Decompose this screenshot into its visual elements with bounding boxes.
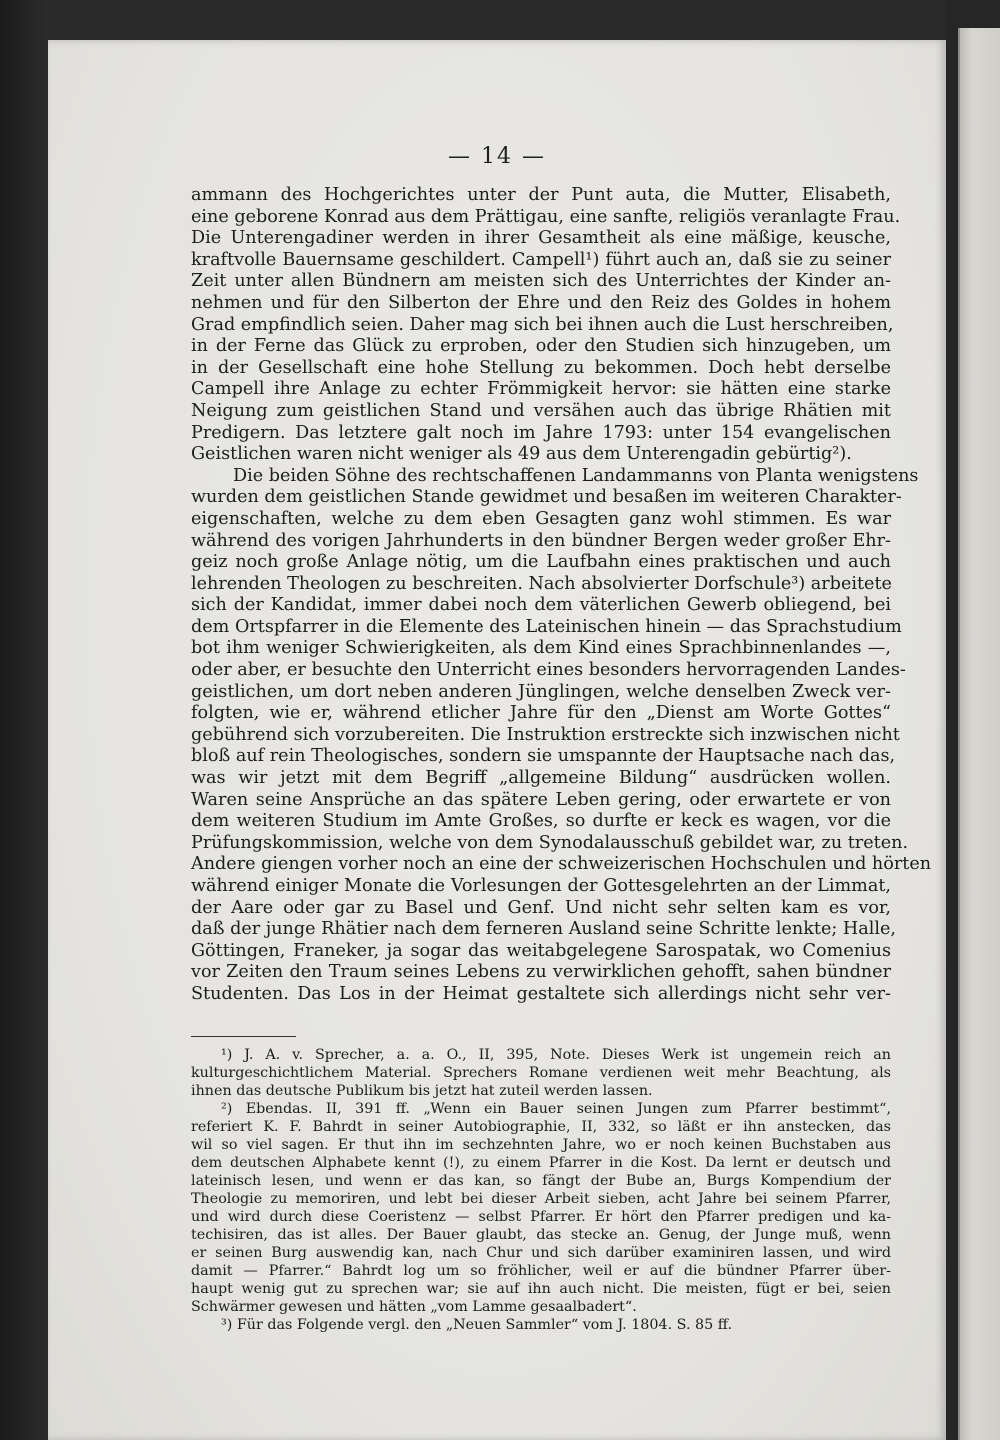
footnote-line: ²) Ebendas. II, 391 ff. „Wenn ein Bauer seinen Jungen zum Pfarrer bestimmt“, xyxy=(221,1101,891,1117)
body-line: bloß auf rein Theologisches, sondern sie umspannte der Hauptsache nach das, xyxy=(191,746,896,767)
body-line: kraftvolle Bauernsame geschildert. Campell¹) führt auch an, daß sie zu seiner xyxy=(191,249,891,270)
footnote-line: ³) Für das Folgende vergl. den „Neuen Sammler“ vom J. 1804. S. 85 ff. xyxy=(221,1317,732,1333)
footnote-line: ihnen das deutsche Publikum bis jetzt hat zuteil werden lassen. xyxy=(191,1083,653,1099)
body-line: gebührend sich vorzubereiten. Die Instruktion erstreckte sich inzwischen nicht xyxy=(191,724,900,745)
page-number: — 14 — xyxy=(448,144,546,169)
body-line: Andere giengen vorher noch an eine der schweizerischen Hochschulen und hörten xyxy=(191,854,932,875)
body-line: geistlichen, um dort neben anderen Jünglingen, welche denselben Zweck ver- xyxy=(191,681,891,702)
footnote-line: lateinisch lesen, und wenn er das kan, so fängt der Bube an, Burgs Kompendium der xyxy=(191,1173,891,1189)
footnote-line: damit — Pfarrer.“ Bahrdt log um so fröhlicher, weil er auf die bündner Pfarrer über- xyxy=(191,1263,891,1279)
body-line: Waren seine Ansprüche an das spätere Leben gering, oder erwartete er von xyxy=(191,789,891,810)
body-text xyxy=(191,185,932,1006)
body-line: Predigern. Das letztere galt noch im Jahre 1793: unter 154 evangelischen xyxy=(191,422,891,443)
body-line: sich der Kandidat, immer dabei noch dem väterlichen Gewerb obliegend, bei xyxy=(191,595,891,616)
body-line: daß der junge Rhätier nach dem ferneren Ausland seine Schritte lenkte; Halle, xyxy=(191,919,897,940)
body-line: Studenten. Das Los in der Heimat gestaltete sich allerdings nicht sehr ver- xyxy=(191,983,891,1004)
body-line: Göttingen, Franeker, ja sogar das weitabgelegene Sarospatak, wo Comenius xyxy=(191,940,891,961)
footnote-line: kulturgeschichtlichem Material. Sprechers Romane verdienen weit mehr Beachtung, als xyxy=(191,1065,891,1081)
body-line: in der Ferne das Glück zu erproben, oder den Studien sich hinzugeben, um xyxy=(191,336,891,357)
body-line: Zeit unter allen Bündnern am meisten sich des Unterrichtes der Kinder an- xyxy=(191,271,891,292)
body-line: vor Zeiten den Traum seines Lebens zu verwirklichen gehofft, sahen bündner xyxy=(191,962,891,983)
body-line: Die Unterengadiner werden in ihrer Gesamtheit als eine mäßige, keusche, xyxy=(191,228,891,249)
footnote-line: ¹) J. A. v. Sprecher, a. a. O., II, 395, Note. Dieses Werk ist ungemein reich an xyxy=(221,1047,891,1063)
footnote-line: wil so viel sagen. Er thut ihn im sechzehnten Jahre, wo er noch keinen Buchstaben aus xyxy=(191,1137,891,1153)
body-line: wurden dem geistlichen Stande gewidmet und besaßen im weiteren Charakter- xyxy=(191,487,902,508)
body-line: Neigung zum geistlichen Stand und versähen auch das übrige Rhätien mit xyxy=(191,400,891,421)
body-line: während des vorigen Jahrhunderts in den bündner Bergen weder großer Ehr- xyxy=(191,530,891,551)
book-page xyxy=(48,40,946,1440)
body-line: eigenschaften, welche zu dem eben Gesagten ganz wohl stimmen. Es war xyxy=(191,508,891,529)
body-line: dem Ortspfarrer in die Elemente des Lateinischen hinein — das Sprachstudium xyxy=(191,616,902,637)
body-line: was wir jetzt mit dem Begriff „allgemeine Bildung“ ausdrücken wollen. xyxy=(191,768,891,789)
footnote-line: referiert K. F. Bahrdt in seiner Autobiographie, II, 332, so läßt er ihn anstecken, das xyxy=(191,1119,891,1135)
body-line: Grad empfindlich seien. Daher mag sich bei ihnen auch die Lust herschreiben, xyxy=(191,314,894,335)
footnotes xyxy=(191,1046,891,1334)
body-line: Prüfungskommission, welche von dem Synodalausschuß gebildet war, zu treten. xyxy=(191,832,909,853)
body-line: eine geborene Konrad aus dem Prättigau, eine sanfte, religiös veranlagte Frau. xyxy=(191,206,901,227)
footnote-line: techisiren, das ist alles. Der Bauer glaubt, das stecke an. Genug, der Junge muß, wenn xyxy=(191,1227,891,1243)
body-line: bot ihm weniger Schwierigkeiten, als dem Kind eines Sprachbinnenlandes —, xyxy=(191,638,891,659)
footnote-line: dem deutschen Alphabete kennt (!), zu einem Pfarrer in die Kost. Da lernt er deutsch und xyxy=(191,1155,891,1171)
body-line: ammann des Hochgerichtes unter der Punt auta, die Mutter, Elisabeth, xyxy=(191,185,891,205)
scan-background-left xyxy=(0,0,48,1440)
body-line: der Aare oder gar zu Basel und Genf. Und nicht sehr selten kam es vor, xyxy=(191,897,891,918)
body-line: in der Gesellschaft eine hohe Stellung zu bekommen. Doch hebt derselbe xyxy=(191,357,891,378)
body-line: geiz noch große Anlage nötig, um die Laufbahn eines praktischen und auch xyxy=(191,552,891,573)
body-line: während einiger Monate die Vorlesungen der Gottesgelehrten an der Limmat, xyxy=(191,876,891,896)
body-line: folgten, wie er, während etlicher Jahre für den „Dienst am Worte Gottes“ xyxy=(191,703,891,724)
body-line: oder aber, er besuchte den Unterricht eines besonders hervorragenden Landes- xyxy=(191,660,906,681)
footnote-line: er seinen Burg auswendig kan, nach Chur und sich darüber examiniren lassen, und wird xyxy=(191,1245,891,1261)
footnote-line: und wird durch diese Coeristenz — selbst Pfarrer. Er hört den Pfarrer predigen und ka- xyxy=(191,1209,891,1225)
body-line: nehmen und für den Silberton der Ehre und den Reiz des Goldes in hohem xyxy=(191,292,891,313)
next-page-edge xyxy=(958,28,1000,1440)
body-line: Die beiden Söhne des rechtschaffenen Landammanns von Planta wenigstens xyxy=(233,465,919,486)
footnote-line: Schwärmer gewesen und hätten „vom Lamme gesaalbadert“. xyxy=(191,1299,637,1315)
body-line: Campell ihre Anlage zu echter Frömmigkeit hervor: sie hätten eine starke xyxy=(191,379,891,400)
body-line: Geistlichen waren nicht weniger als 49 aus dem Unterengadin gebürtig²). xyxy=(191,444,852,465)
footnote-line: Theologie zu memoriren, und lebt bei dieser Arbeit sieben, acht Jahre bei seinem Pfarrer, xyxy=(191,1191,891,1207)
footnote-line: haupt wenig gut zu sprechen war; sie auf ihn auch nicht. Die meisten, fügt er bei, seien xyxy=(191,1281,891,1297)
body-line: dem weiteren Studium im Amte Großes, so durfte er keck es wagen, vor die xyxy=(191,811,891,832)
footnote-rule xyxy=(191,1036,296,1037)
body-line: lehrenden Theologen zu beschreiten. Nach absolvierter Dorfschule³) arbeitete xyxy=(191,573,892,594)
